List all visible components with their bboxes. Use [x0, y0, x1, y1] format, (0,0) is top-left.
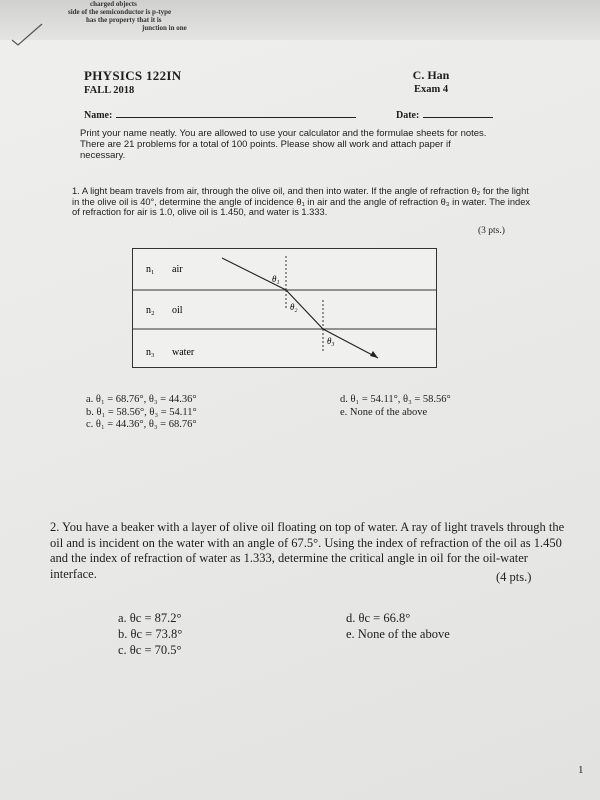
torn-line-3: has the property that it is	[86, 16, 162, 24]
instructor-name: C. Han	[412, 68, 450, 82]
question-2-choices-right	[346, 610, 450, 642]
layer-2-index: n₂	[146, 305, 155, 316]
name-label: Name:	[84, 110, 113, 121]
question-1-choices-left	[86, 394, 197, 432]
check-mark-icon	[8, 18, 48, 48]
question-1-choices-right	[340, 394, 451, 419]
name-field[interactable]	[84, 108, 356, 121]
theta-1-label: θ₁	[272, 274, 280, 284]
previous-page-strip	[0, 0, 600, 40]
q1-choice-d[interactable]: d. θ₁ = 54.11°, θ₃ = 58.56°	[340, 394, 451, 405]
refraction-diagram	[132, 248, 437, 368]
course-header	[84, 68, 181, 96]
date-blank[interactable]	[423, 108, 493, 118]
q1-choice-b[interactable]: b. θ₁ = 58.56°, θ₃ = 54.11°	[86, 406, 197, 418]
previous-page-text	[62, 0, 242, 32]
q1-choice-e[interactable]: e. None of the above	[340, 406, 428, 418]
course-title: PHYSICS 122IN	[84, 68, 182, 83]
q2-choice-e[interactable]: e. None of the above	[346, 627, 450, 641]
q2-choice-c[interactable]: c. θc = 70.5°	[118, 643, 182, 657]
q1-choice-c[interactable]: c. θ₁ = 44.36°, θ₃ = 68.76°	[86, 419, 197, 430]
q2-choice-a[interactable]: a. θc = 87.2°	[118, 611, 182, 625]
theta-2-label: θ₂	[290, 302, 298, 312]
exam-instructions: Print your name neatly. You are allowed to use your calculator and the formulae sheets for notes. There are 21 problems for a total of 100 points. Please show all work and attach paper if necessary.	[80, 128, 487, 161]
q2-choice-b[interactable]: b. θc = 73.8°	[118, 627, 183, 641]
question-2-choices-left	[118, 610, 182, 658]
question-2-text: 2. You have a beaker with a layer of olive oil floating on top of water. A ray of light travels through the oil and is incident on the water with an angle of 67.5°. Using the index of refraction of the oil as 1.450 and the index of refraction of water as 1.333, determine the critical angle in oil for the oil-water interface.	[50, 520, 565, 581]
question-2-points: (4 pts.)	[496, 570, 532, 584]
exam-number: Exam 4	[413, 84, 449, 95]
instructor-header	[396, 68, 466, 95]
layer-1-index: n₁	[146, 264, 155, 275]
q1-choice-a[interactable]: a. θ₁ = 68.76°, θ₃ = 44.36°	[86, 394, 197, 405]
date-field[interactable]	[396, 108, 493, 121]
name-blank[interactable]	[116, 108, 356, 118]
page-number: 1	[578, 764, 584, 776]
layer-3-medium: water	[172, 347, 195, 358]
question-1-text: 1. A light beam travels from air, through the olive oil, and then into water. If the angle of refraction θ₂ for the light in the olive oil is 40°, determine the angle of incidence θ₁ in air and the angle of refraction θ₃ in water. The index of refraction for air is 1.0, olive oil is 1.450, and water is 1.333.	[72, 186, 531, 217]
q2-choice-d[interactable]: d. θc = 66.8°	[346, 611, 411, 625]
question-1-points: (3 pts.)	[478, 226, 505, 236]
date-label: Date:	[396, 110, 420, 121]
layer-2-medium: oil	[172, 305, 183, 316]
theta-3-label: θ₃	[327, 336, 335, 346]
torn-line-4: junction in one	[142, 24, 187, 32]
torn-line-1: charged objects	[90, 0, 137, 8]
layer-1-medium: air	[172, 264, 183, 275]
torn-line-2: side of the semiconductor is p-type	[68, 8, 172, 16]
course-term: FALL 2018	[84, 85, 135, 96]
layer-3-index: n₃	[146, 347, 155, 358]
